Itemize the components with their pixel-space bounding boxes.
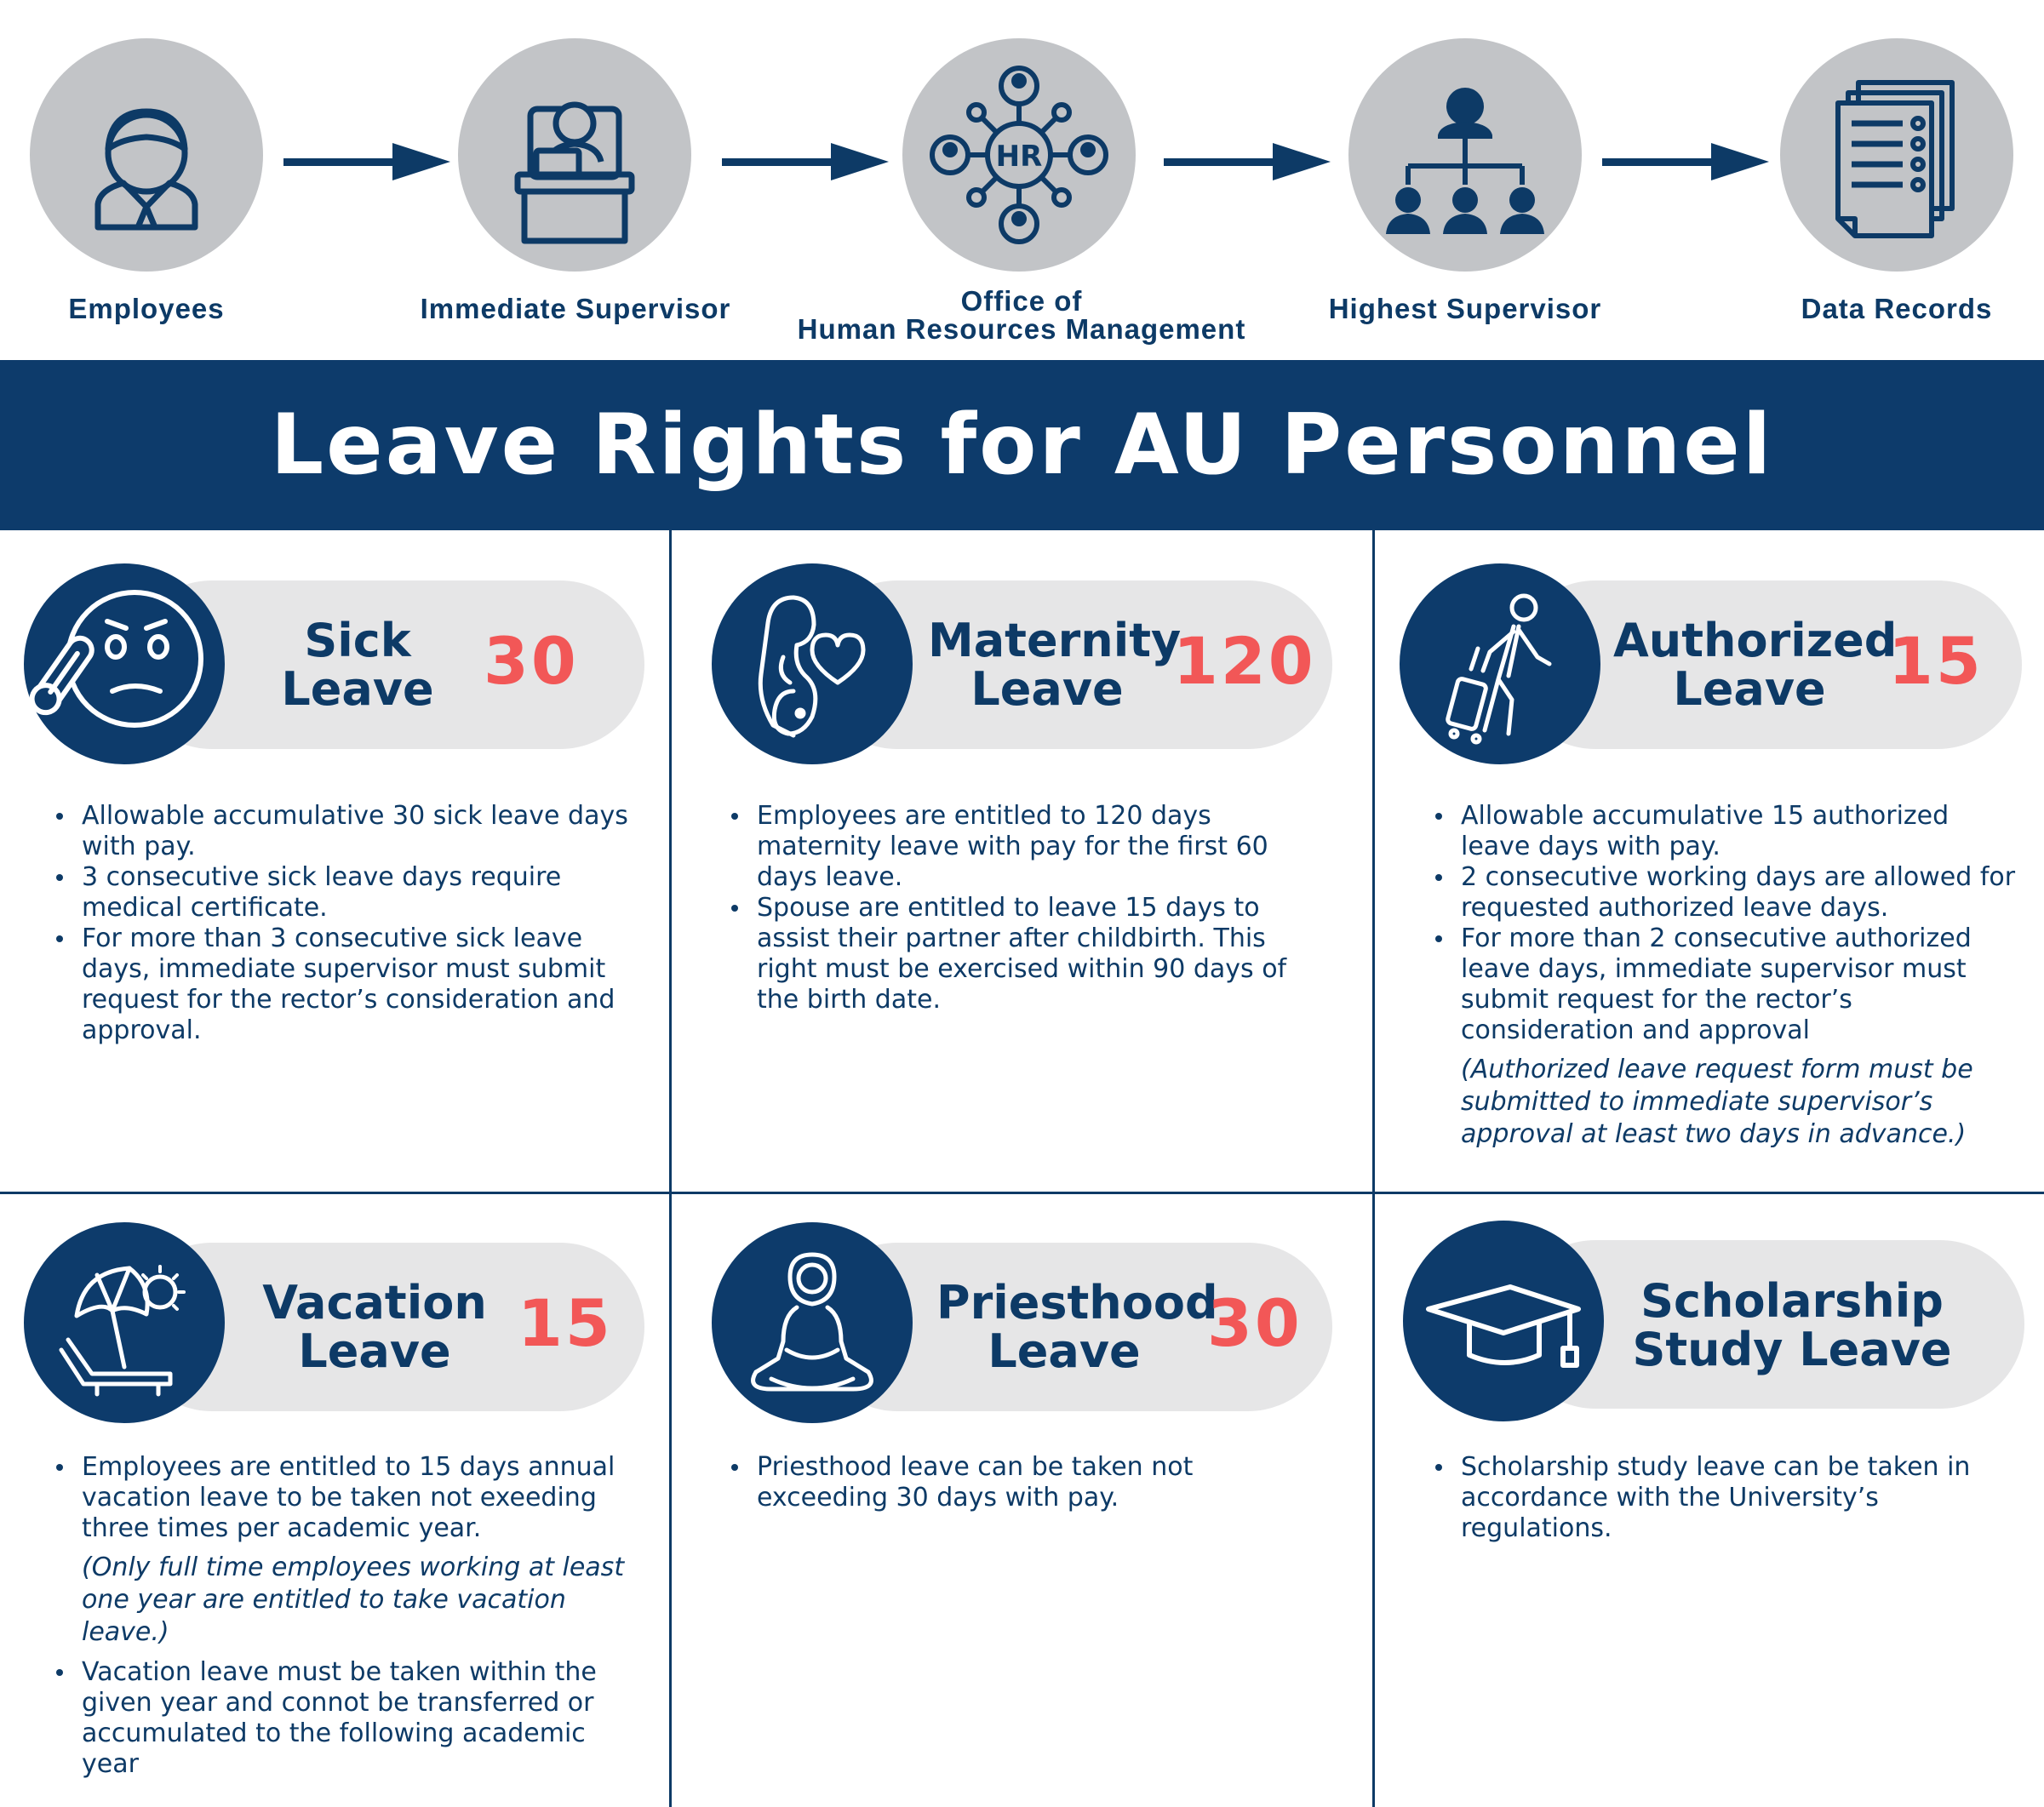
flow-step-highest-supervisor (1348, 38, 1582, 272)
list-item: Employees are entitled to 120 days maternity leave with pay for the first 60 days leave. (728, 801, 1324, 893)
beach-umbrella-sun-icon (24, 1222, 225, 1423)
supervisor-desk-icon (458, 38, 691, 272)
flow-label-data-records: Data Records (1801, 293, 1993, 324)
leave-title: Sick Leave (281, 614, 434, 716)
flow-label-employees: Employees (68, 293, 225, 324)
list-item: 2 consecutive working days are allowed for requested authorized leave days. (1432, 862, 2019, 924)
right-arrow-icon (722, 136, 889, 187)
hr-network-icon (902, 38, 1136, 272)
leave-icon-circle (24, 1222, 225, 1423)
flow-step-data-records (1780, 38, 2013, 272)
flow-label-hr-office: Office of Human Resources Management (797, 285, 1246, 345)
leave-details-list (728, 801, 1324, 1015)
meditation-icon (712, 1222, 913, 1423)
leave-days-count: 120 (1173, 623, 1316, 699)
list-item: Scholarship study leave can be taken in accordance with the University’s regulations. (1432, 1452, 2019, 1544)
row-divider (0, 1192, 2044, 1194)
list-item: Vacation leave must be taken within the given year and connot be transferred or accumulated to the following academic year (53, 1657, 632, 1780)
leave-days-count: 15 (518, 1285, 613, 1361)
leave-details-list (53, 801, 632, 1046)
list-item: For more than 2 consecutive authorized leave days, immediate supervisor must submit request for the rector’s consideration and approval (1432, 924, 2019, 1046)
documents-icon (1780, 38, 2013, 272)
traveler-luggage-icon (1400, 563, 1600, 764)
column-divider (669, 530, 672, 1807)
flow-step-immediate-supervisor (458, 38, 691, 272)
column-divider (1372, 530, 1375, 1807)
leave-details-list (53, 1452, 632, 1780)
sick-face-thermometer-icon (24, 563, 225, 764)
flow-step-employees (30, 38, 263, 272)
leave-details-list (1432, 1452, 2019, 1544)
right-arrow-icon (283, 136, 450, 187)
leave-title: Maternity Leave (928, 614, 1182, 716)
leave-days-count: 30 (484, 623, 579, 699)
leave-icon-circle (712, 1222, 913, 1423)
org-chart-icon (1348, 38, 1582, 272)
list-item: Employees are entitled to 15 days annual vacation leave to be taken not exeeding three times per academic year. (53, 1452, 632, 1544)
flow-label-highest-supervisor: Highest Supervisor (1328, 293, 1602, 324)
leave-icon-circle (24, 563, 225, 764)
right-arrow-icon (1602, 136, 1769, 187)
pregnant-woman-heart-icon (712, 563, 913, 764)
leave-icon-circle (1400, 563, 1600, 764)
list-item: Spouse are entitled to leave 15 days to assist their partner after childbirth. This right must be exercised within 90 days of the birth date. (728, 893, 1324, 1015)
leave-details-list (1432, 801, 2019, 1159)
svg-text:HR: HR (995, 140, 1043, 174)
flow-label-immediate-supervisor: Immediate Supervisor (420, 293, 731, 324)
employee-icon (30, 38, 263, 272)
right-arrow-icon (1164, 136, 1331, 187)
page-title: Leave Rights for AU Personnel (270, 397, 1774, 494)
leave-note: (Only full time employees working at least one year are entitled to take vacation leave.) (82, 1553, 625, 1647)
leave-details-list (728, 1452, 1324, 1513)
leave-title: Priesthood Leave (936, 1276, 1218, 1378)
leave-days-count: 30 (1207, 1285, 1303, 1361)
leave-days-count: 15 (1888, 623, 1984, 699)
title-banner (0, 360, 2044, 530)
leave-title: Authorized Leave (1613, 614, 1898, 716)
leave-icon-circle (712, 563, 913, 764)
leave-title: Scholarship Study Leave (1632, 1274, 1952, 1376)
list-item: For more than 3 consecutive sick leave days, immediate supervisor must submit request for the rector’s consideration and approval. (53, 924, 632, 1046)
list-item: 3 consecutive sick leave days require medical certificate. (53, 862, 632, 924)
leave-icon-circle (1403, 1221, 1604, 1421)
graduation-cap-icon (1403, 1221, 1604, 1421)
list-item: Allowable accumulative 15 authorized leave days with pay. (1432, 801, 2019, 862)
list-item: Allowable accumulative 30 sick leave days with pay. (53, 801, 632, 862)
leave-note: (Authorized leave request form must be submitted to immediate supervisor’s approval at least two days in advance.) (1461, 1055, 1973, 1149)
leave-title: Vacation Leave (262, 1276, 487, 1378)
list-item: Priesthood leave can be taken not exceeding 30 days with pay. (728, 1452, 1324, 1513)
flow-step-hr-office (902, 38, 1136, 272)
